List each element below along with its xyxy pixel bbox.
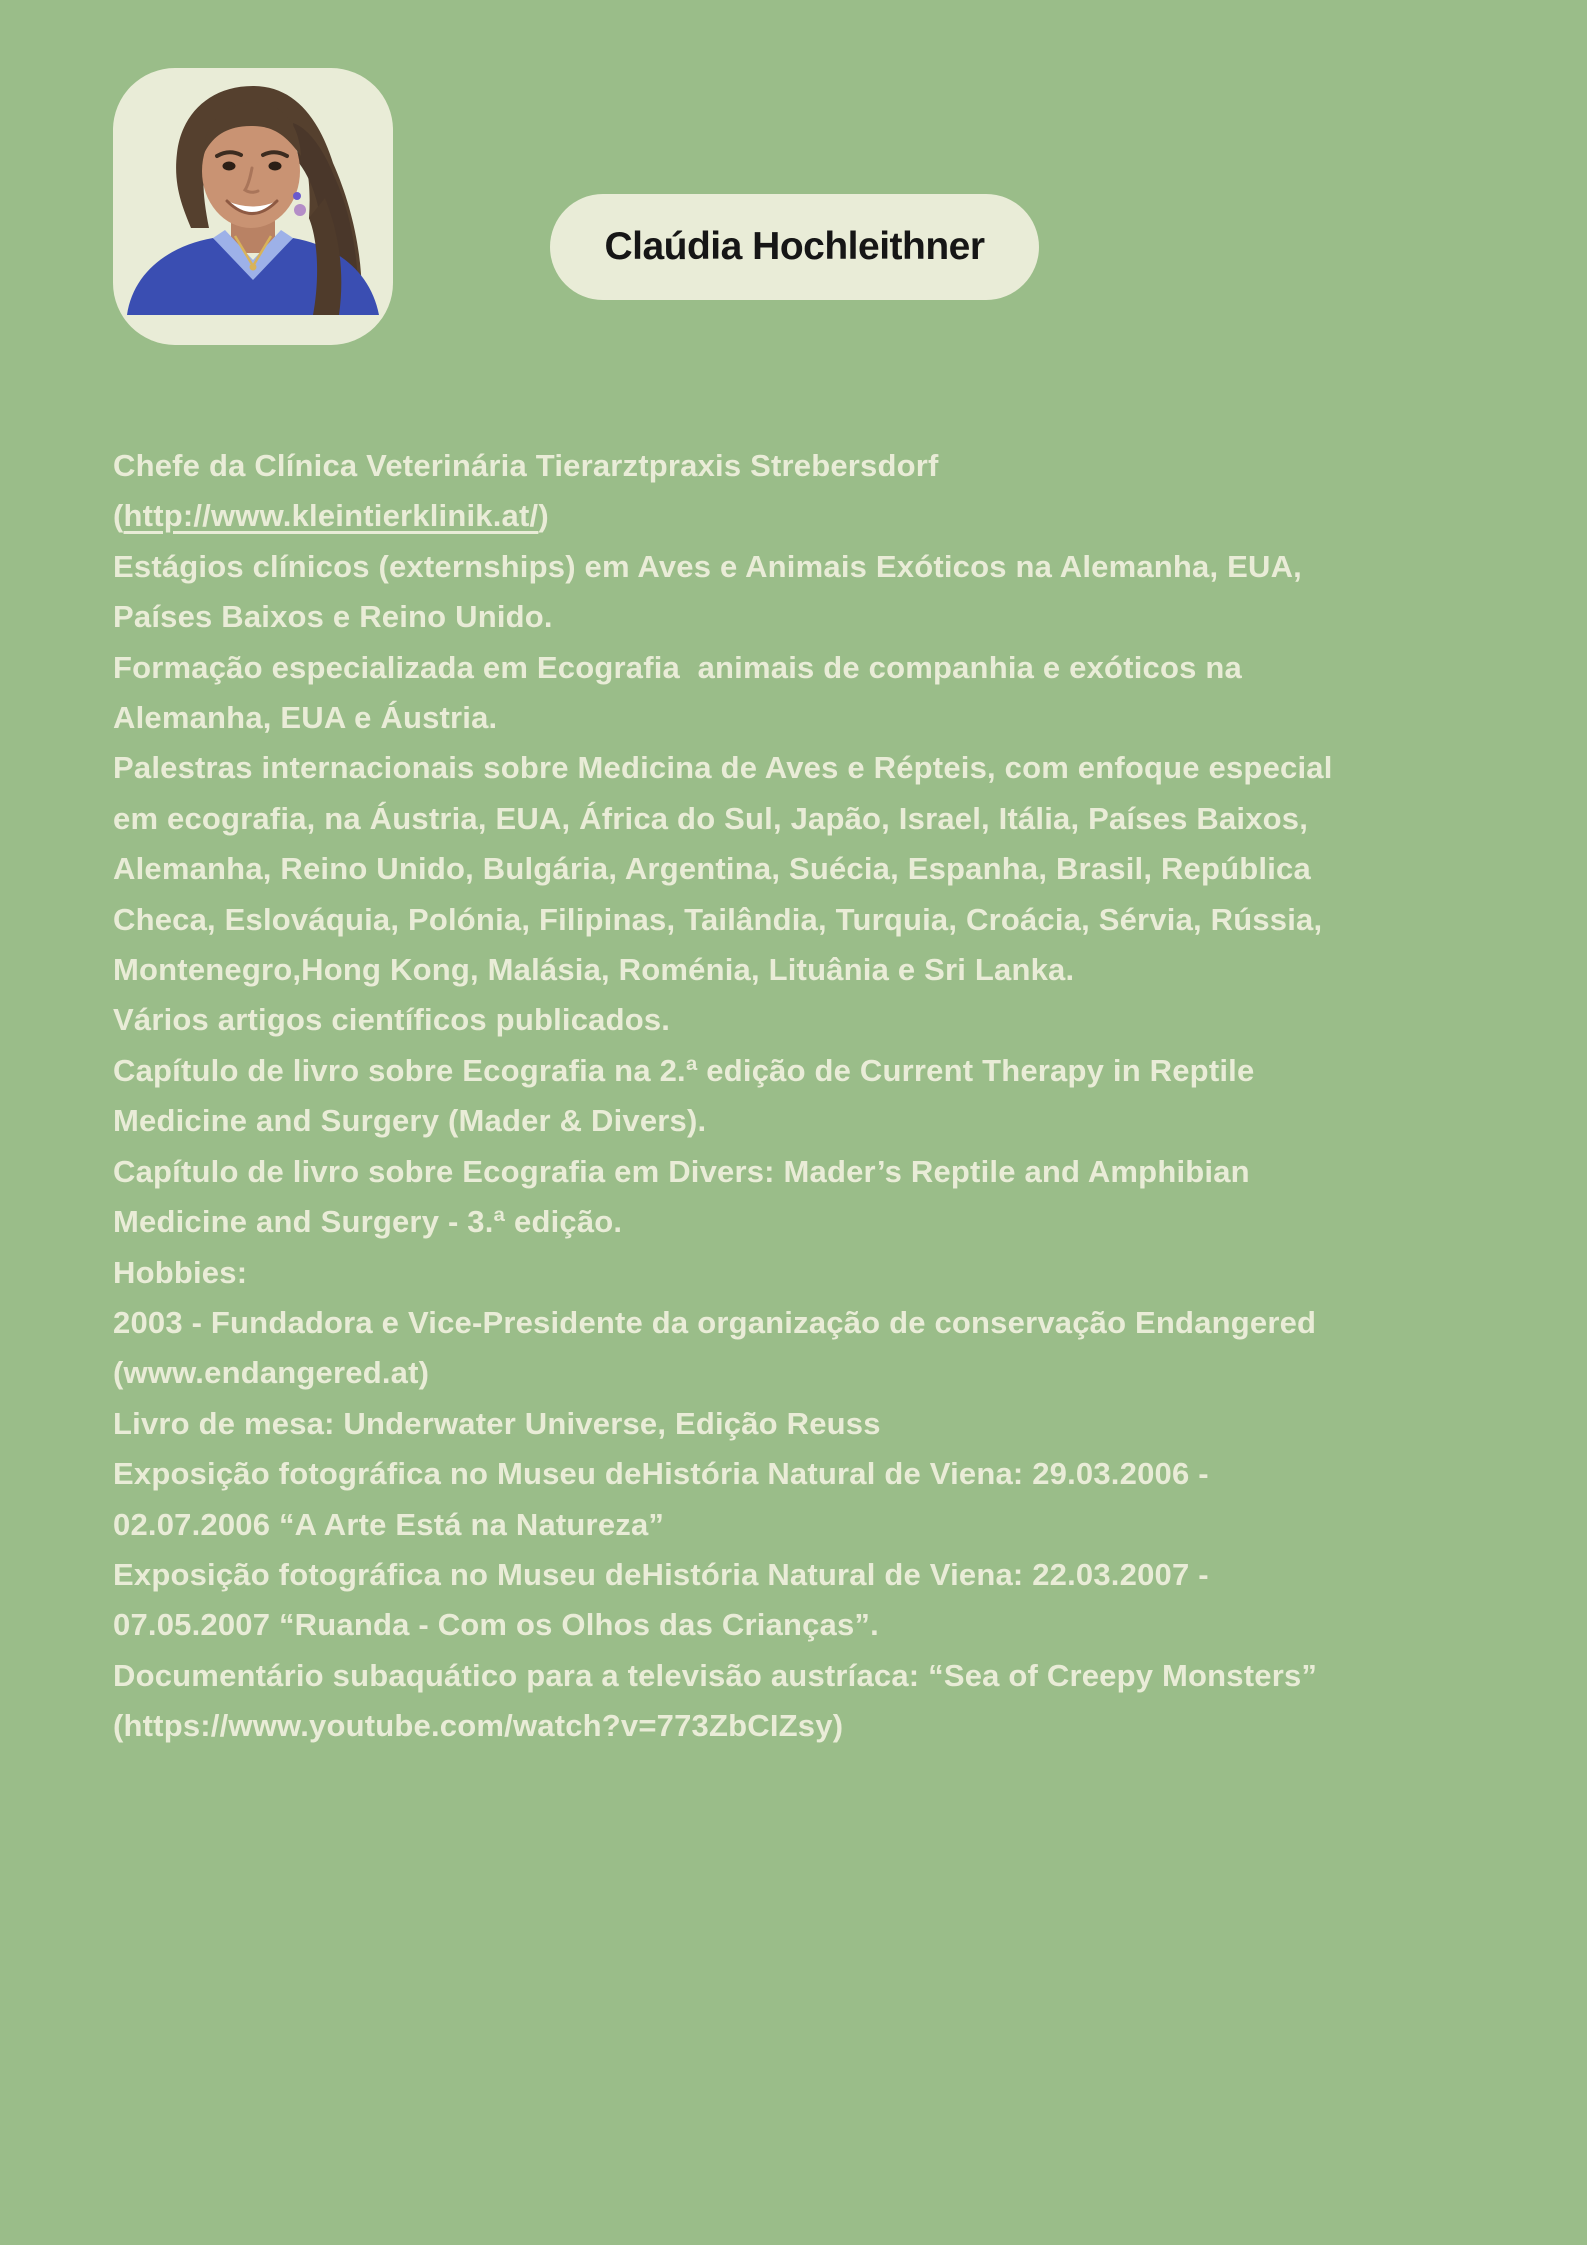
bio-line: (https://www.youtube.com/watch?v=773ZbCIZsy) (113, 1708, 844, 1744)
portrait-face (202, 102, 301, 228)
person-name: Claúdia Hochleithner (604, 225, 985, 268)
bio-line: Formação especializada em Ecografia animais de companhia e exóticos na (113, 649, 1242, 685)
bio-line (113, 491, 1533, 541)
bio-text (113, 441, 1533, 1752)
bio-line: Checa, Eslováquia, Polónia, Filipinas, Tailândia, Turquia, Croácia, Sérvia, Rússia, (113, 901, 1323, 937)
bio-line-suffix: ) (538, 498, 549, 534)
bio-line: Exposição fotográfica no Museu deHistória Natural de Viena: 29.03.2006 - (113, 1456, 1209, 1492)
bio-line: em ecografia, na Áustria, EUA, África do Sul, Japão, Israel, Itália, Países Baixos, (113, 800, 1309, 836)
portrait-photo (113, 68, 393, 345)
bio-line: Chefe da Clínica Veterinária Tierarztpraxis Strebersdorf (113, 448, 939, 483)
bio-line: Montenegro,Hong Kong, Malásia, Roménia, Lituânia e Sri Lanka. (113, 952, 1075, 988)
name-badge (550, 194, 1039, 300)
bio-line: Medicine and Surgery - 3.ª edição. (113, 1204, 623, 1240)
bio-line: Livro de mesa: Underwater Universe, Edição Reuss (113, 1405, 881, 1441)
kleintierklinik-link[interactable]: http://www.kleintierklinik.at/ (123, 498, 539, 534)
portrait-earring (293, 192, 306, 216)
bio-line: 2003 - Fundadora e Vice-Presidente da organização de conservação Endangered (113, 1304, 1317, 1340)
bio-line: (www.endangered.at) (113, 1355, 430, 1391)
bio-line: Medicine and Surgery (Mader & Divers). (113, 1103, 707, 1139)
bio-line: Capítulo de livro sobre Ecografia em Divers: Mader’s Reptile and Amphibian (113, 1153, 1250, 1189)
bio-line: Capítulo de livro sobre Ecografia na 2.ª edição de Current Therapy in Reptile (113, 1052, 1255, 1088)
bio-line: Documentário subaquático para a televisão austríaca: “Sea of Creepy Monsters” (113, 1657, 1318, 1693)
profile-photo-card (113, 68, 393, 345)
bio-line: Vários artigos científicos publicados. (113, 1002, 671, 1038)
bio-line: Alemanha, EUA e Áustria. (113, 700, 498, 736)
bio-line: Países Baixos e Reino Unido. (113, 599, 553, 635)
bio-line: Exposição fotográfica no Museu deHistória Natural de Viena: 22.03.2007 - (113, 1556, 1209, 1592)
bio-line: Hobbies: (113, 1254, 248, 1290)
bio-line: Alemanha, Reino Unido, Bulgária, Argentina, Suécia, Espanha, Brasil, República (113, 851, 1311, 887)
bio-line: 07.05.2007 “Ruanda - Com os Olhos das Crianças”. (113, 1607, 879, 1643)
bio-line: Palestras internacionais sobre Medicina de Aves e Répteis, com enfoque especial (113, 750, 1333, 786)
bio-line: Estágios clínicos (externships) em Aves e Animais Exóticos na Alemanha, EUA, (113, 548, 1302, 584)
bio-line-prefix: ( (113, 498, 124, 534)
bio-line: 02.07.2006 “A Arte Está na Natureza” (113, 1506, 665, 1542)
